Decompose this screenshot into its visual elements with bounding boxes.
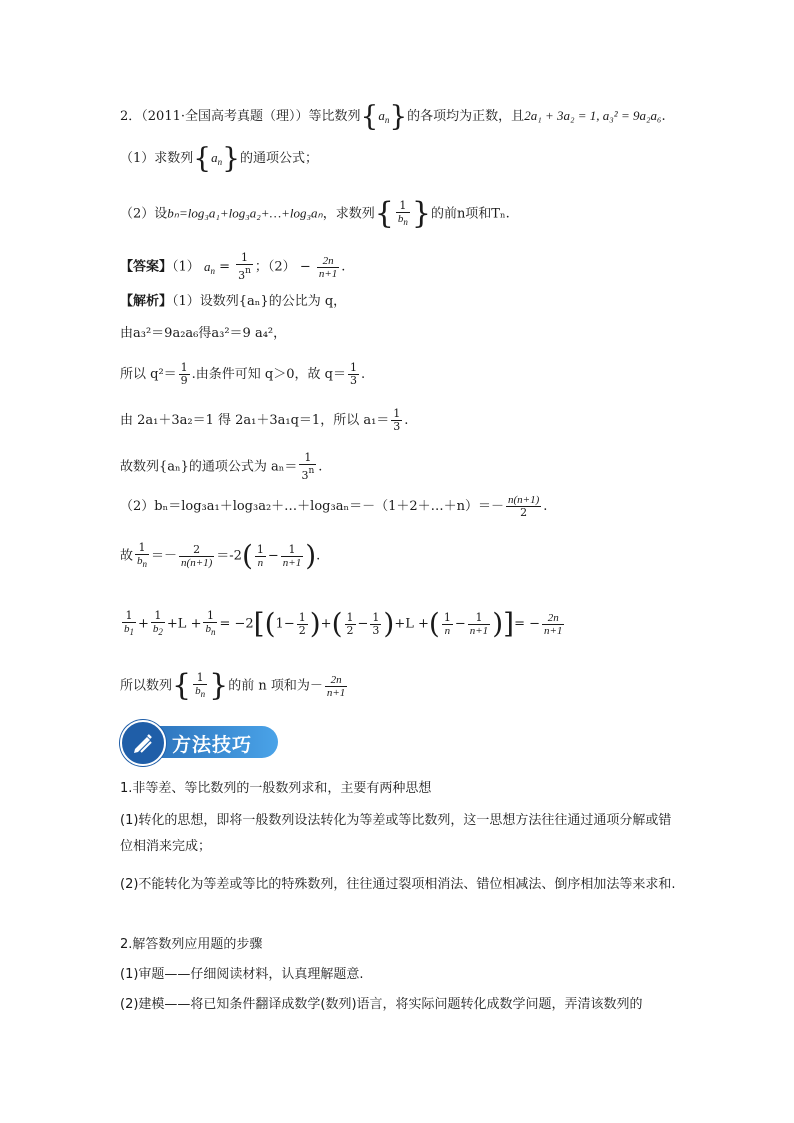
solution-text-7b: ＝－ bbox=[151, 548, 178, 564]
answer-line: 【答案】（1） $a_n$ = $\frac{1}{3^n}$ ；（2） − $\frac{2n}{n+1}$ . bbox=[120, 251, 346, 282]
solution-text-2: 由a₃²＝9a₂a₆得a₃²＝9 a₄²， bbox=[120, 326, 287, 341]
tip-4: 2.解答数列应用题的步骤 bbox=[120, 937, 263, 952]
part-1-label: （1）求数列 bbox=[120, 151, 194, 166]
solution-text-5: 故数列{aₙ}的通项公式为 aₙ＝ bbox=[120, 459, 298, 475]
part-2-tail: 的前n项和Tₙ. bbox=[430, 206, 510, 222]
problem-number: 2． bbox=[120, 109, 142, 124]
solution-text-1: （1）设数列{aₙ}的公比为 q， bbox=[172, 294, 347, 309]
solution-text-7c: ＝-2 bbox=[216, 548, 242, 564]
tip-6: (2)建模——将已知条件翻译成数学(数列)语言，将实际问题转化成数学问题，弄清该数列的 bbox=[120, 997, 643, 1012]
part-2-formula: bₙ=log₃a₁+log₃a₂+…+log₃aₙ bbox=[167, 205, 323, 221]
solution-line-5: 故数列{aₙ}的通项公式为 aₙ＝ $\frac{1}{3^n}$ . bbox=[120, 451, 323, 482]
solution-text-6: （2）bₙ＝log₃a₁＋log₃a₂＋…＋log₃aₙ＝－（1＋2＋…＋n）＝－ bbox=[120, 499, 504, 514]
solution-line-2 bbox=[120, 324, 286, 344]
pencil-icon bbox=[120, 720, 166, 766]
banner-title: 方法技巧 bbox=[172, 734, 253, 756]
problem-stem-tail: 的各项均为正数，且 bbox=[407, 109, 525, 124]
tip-3: (2)不能转化为等差或等比的特殊数列，往往通过裂项相消法、错位相减法、倒序相加法等来求和. bbox=[120, 877, 676, 892]
solution-text-4: 由 2a₁＋3a₂＝1 得 2a₁＋3a₁q＝1，所以 a₁＝ bbox=[120, 413, 390, 428]
solution-line-7: 故 $\frac{1}{b_n}$ ＝－ $\frac{2}{n(n+1)}$ ＝-2( $\frac{1}{n}$ − $\frac{1}{n+1}$ ). bbox=[120, 539, 321, 572]
tip-2: (1)转化的思想，即将一般数列设法转化为等差或等比数列，这一思想方法往往通过通项分解或错位相消来完成； bbox=[120, 813, 672, 854]
solution-text-7a: 故 bbox=[120, 548, 134, 564]
part-1-tail: 的通项公式； bbox=[239, 151, 318, 166]
solution-text-3a: 所以 q²＝ bbox=[120, 367, 177, 382]
solution-label: 【解析】 bbox=[120, 294, 173, 309]
solution-text-3b: .由条件可知 q＞0，故 q＝ bbox=[191, 367, 346, 382]
method-tips-banner bbox=[120, 720, 278, 764]
solution-text-9a: 所以数列 bbox=[120, 678, 173, 694]
tip-5: (1)审题——仔细阅读材料，认真理解题意. bbox=[120, 967, 364, 982]
solution-text-9b: 的前 n 项和为－ bbox=[228, 678, 323, 694]
solution-line-4: 由 2a₁＋3a₂＝1 得 2a₁＋3a₁q＝1，所以 a₁＝ $\frac{1}{3}$ . bbox=[120, 407, 409, 433]
solution-line-9: 所以数列{ $\frac{1}{b_n}$ }的前 n 项和为－ $\frac{2n}{n+1}$ bbox=[120, 668, 346, 703]
problem-source: （2011·全国高考真题（理）） bbox=[141, 109, 309, 124]
solution-line-8: $\frac{1}{b_1}$ + $\frac{1}{b_2}$ +L + $\frac{1}{b_n}$ = −2[(1− $\frac{1}{2}$ )+( $\frac{1}{2}$ − $\frac{1}{3}$ )+L +( $\frac{1}{n}$ − $\frac{1}{n+1}$ )]= − $\frac{2n}{n+1}$ bbox=[124, 607, 563, 640]
solution-line-1 bbox=[120, 292, 346, 312]
solution-line-3: 所以 q²＝ $\frac{1}{9}$ .由条件可知 q＞0，故 q＝ $\frac{1}{3}$ . bbox=[120, 361, 366, 387]
part-2-question: （2）设bₙ=log₃a₁+log₃a₂+…+log₃aₙ，求数列{ $\frac{1}{b_n}$ }的前n项和Tₙ. bbox=[120, 196, 510, 231]
answer-part-1: （1） bbox=[172, 259, 200, 275]
solution-line-6: （2）bₙ＝log₃a₁＋log₃a₂＋…＋log₃aₙ＝－（1＋2＋…＋n）＝－ $\frac{n(n+1)}{2}$ . bbox=[120, 494, 548, 519]
answer-part-2: ；（2） bbox=[254, 259, 296, 275]
answer-label: 【答案】 bbox=[120, 259, 173, 275]
part-2-label: （2）设 bbox=[120, 206, 168, 222]
part-2-mid: ，求数列 bbox=[322, 206, 375, 222]
condition-formula: 2a₁ + 3a₂ = 1, a₃² = 9a₂a₆ bbox=[524, 108, 662, 123]
part-1-question: （1）求数列$\{a_n\}$的通项公式； bbox=[120, 141, 318, 175]
tip-1: 1.非等差、等比数列的一般数列求和，主要有两种思想 bbox=[120, 781, 432, 796]
problem-stem: 等比数列 bbox=[308, 109, 361, 124]
problem-statement: 2．（2011·全国高考真题（理））等比数列$\{a_n\}$的各项均为正数，且2a₁ + 3a₂ = 1, a₃² = 9a₂a₆. bbox=[120, 99, 666, 133]
